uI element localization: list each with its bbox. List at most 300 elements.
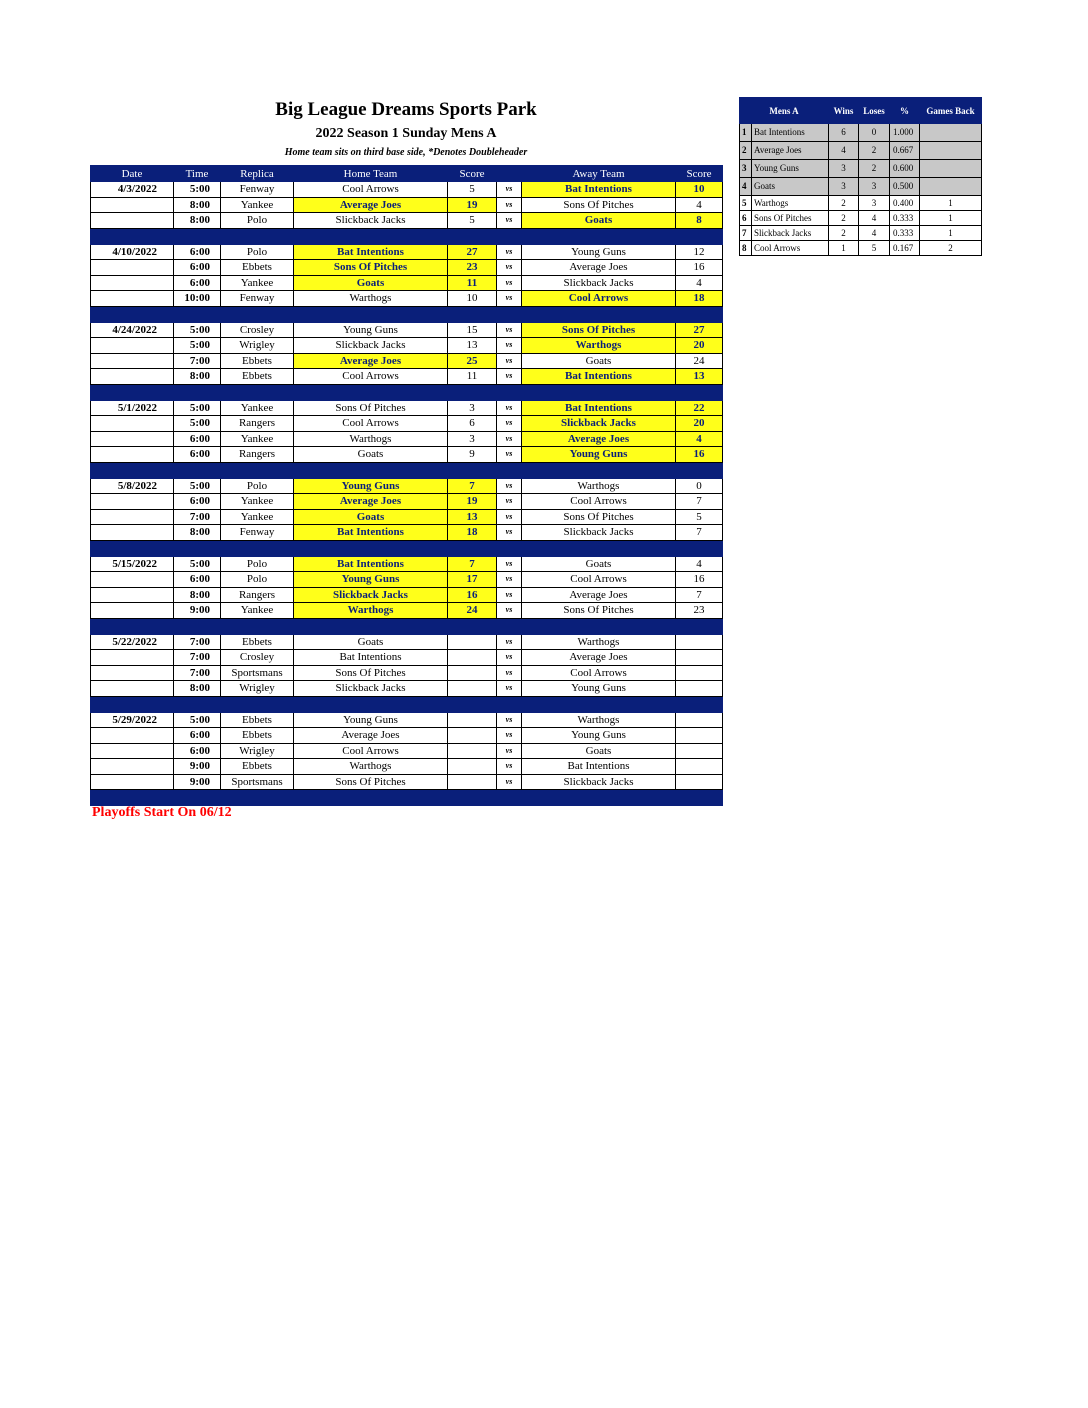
- game-time: 6:00: [174, 494, 221, 510]
- game-date: [91, 587, 174, 603]
- home-score: 3: [448, 400, 497, 416]
- away-team: Slickback Jacks: [522, 275, 676, 291]
- standings-row: [740, 178, 982, 196]
- game-time: 6:00: [174, 244, 221, 260]
- game-row: [91, 182, 723, 198]
- away-score: [676, 634, 723, 650]
- game-time: 9:00: [174, 759, 221, 775]
- schedule-header-row: [91, 166, 723, 182]
- away-team: Warthogs: [522, 634, 676, 650]
- game-time: 6:00: [174, 572, 221, 588]
- standing-pct: 0.333: [890, 211, 920, 226]
- game-time: 8:00: [174, 525, 221, 541]
- home-team: Young Guns: [294, 712, 448, 728]
- home-team: Cool Arrows: [294, 369, 448, 385]
- away-team: Young Guns: [522, 447, 676, 463]
- home-score: [448, 774, 497, 790]
- away-score: 10: [676, 182, 723, 198]
- separator-cell: [676, 618, 723, 634]
- game-date: [91, 774, 174, 790]
- home-score: [448, 759, 497, 775]
- away-team: Bat Intentions: [522, 369, 676, 385]
- separator-cell: [294, 618, 448, 634]
- away-score: 16: [676, 260, 723, 276]
- home-team: Sons Of Pitches: [294, 260, 448, 276]
- game-date: [91, 369, 174, 385]
- game-date: [91, 197, 174, 213]
- vs-label: vs: [497, 712, 522, 728]
- game-date: 4/24/2022: [91, 322, 174, 338]
- game-date: [91, 494, 174, 510]
- game-date: [91, 260, 174, 276]
- standing-team: Goats: [752, 178, 829, 196]
- away-team: Young Guns: [522, 728, 676, 744]
- game-date: [91, 353, 174, 369]
- away-team: Cool Arrows: [522, 291, 676, 307]
- away-team: Slickback Jacks: [522, 774, 676, 790]
- away-score: 8: [676, 213, 723, 229]
- separator-cell: [522, 384, 676, 400]
- vs-label: vs: [497, 431, 522, 447]
- game-date: [91, 728, 174, 744]
- standings-row: [740, 142, 982, 160]
- away-team: Warthogs: [522, 712, 676, 728]
- away-team: Goats: [522, 556, 676, 572]
- game-row: [91, 572, 723, 588]
- game-row: [91, 322, 723, 338]
- game-replica: Yankee: [221, 275, 294, 291]
- game-row: [91, 338, 723, 354]
- game-row: [91, 650, 723, 666]
- standings-row: [740, 124, 982, 142]
- away-team: Bat Intentions: [522, 182, 676, 198]
- standing-loses: 0: [859, 124, 890, 142]
- home-team-note: Home team sits on third base side, *Denotes Doubleheader: [284, 147, 528, 158]
- away-team: Goats: [522, 743, 676, 759]
- away-team: Average Joes: [522, 650, 676, 666]
- game-row: [91, 556, 723, 572]
- separator-cell: [448, 306, 497, 322]
- game-replica: Yankee: [221, 431, 294, 447]
- away-score: [676, 743, 723, 759]
- home-team: Goats: [294, 634, 448, 650]
- home-team: Cool Arrows: [294, 743, 448, 759]
- vs-label: vs: [497, 681, 522, 697]
- page-title: Big League Dreams Sports Park: [275, 99, 537, 120]
- home-score: 19: [448, 494, 497, 510]
- game-replica: Ebbets: [221, 260, 294, 276]
- away-score: [676, 665, 723, 681]
- separator-cell: [497, 306, 522, 322]
- game-replica: Polo: [221, 556, 294, 572]
- vs-label: vs: [497, 275, 522, 291]
- game-date: [91, 525, 174, 541]
- game-time: 8:00: [174, 369, 221, 385]
- separator-cell: [91, 462, 174, 478]
- game-replica: Polo: [221, 478, 294, 494]
- separator-cell: [221, 790, 294, 806]
- separator-cell: [448, 540, 497, 556]
- week-separator: [91, 228, 723, 244]
- standings-header-row: [740, 98, 982, 124]
- standing-team: Cool Arrows: [752, 241, 829, 256]
- separator-cell: [294, 696, 448, 712]
- away-team: Goats: [522, 353, 676, 369]
- separator-cell: [497, 384, 522, 400]
- game-date: [91, 213, 174, 229]
- game-time: 8:00: [174, 197, 221, 213]
- home-team: Warthogs: [294, 759, 448, 775]
- standings-header-pct: %: [890, 98, 920, 124]
- separator-cell: [221, 462, 294, 478]
- home-team: Young Guns: [294, 478, 448, 494]
- vs-label: vs: [497, 650, 522, 666]
- game-time: 5:00: [174, 556, 221, 572]
- standing-rank: 8: [740, 241, 752, 256]
- standings-header-division: Mens A: [740, 98, 829, 124]
- standings-table: [739, 97, 982, 256]
- away-team: Average Joes: [522, 260, 676, 276]
- home-team: Sons Of Pitches: [294, 665, 448, 681]
- away-team: Bat Intentions: [522, 400, 676, 416]
- vs-label: vs: [497, 743, 522, 759]
- separator-cell: [91, 540, 174, 556]
- game-row: [91, 369, 723, 385]
- vs-label: vs: [497, 213, 522, 229]
- game-time: 6:00: [174, 743, 221, 759]
- week-separator: [91, 790, 723, 806]
- standings-header-loses: Loses: [859, 98, 890, 124]
- game-time: 5:00: [174, 182, 221, 198]
- standing-pct: 0.333: [890, 226, 920, 241]
- game-date: 5/1/2022: [91, 400, 174, 416]
- home-score: [448, 650, 497, 666]
- standing-team: Young Guns: [752, 160, 829, 178]
- separator-cell: [174, 306, 221, 322]
- separator-cell: [522, 696, 676, 712]
- standing-team: Average Joes: [752, 142, 829, 160]
- separator-cell: [91, 618, 174, 634]
- home-score: 9: [448, 447, 497, 463]
- vs-label: vs: [497, 400, 522, 416]
- vs-label: vs: [497, 338, 522, 354]
- standing-rank: 2: [740, 142, 752, 160]
- standing-loses: 3: [859, 196, 890, 211]
- game-date: [91, 650, 174, 666]
- home-team: Sons Of Pitches: [294, 774, 448, 790]
- game-replica: Yankee: [221, 509, 294, 525]
- game-row: [91, 197, 723, 213]
- game-row: [91, 291, 723, 307]
- separator-cell: [448, 384, 497, 400]
- standing-wins: 1: [829, 241, 859, 256]
- away-score: [676, 650, 723, 666]
- separator-cell: [676, 228, 723, 244]
- game-date: [91, 681, 174, 697]
- game-row: [91, 743, 723, 759]
- away-team: Young Guns: [522, 681, 676, 697]
- game-date: [91, 743, 174, 759]
- away-score: 27: [676, 322, 723, 338]
- vs-label: vs: [497, 728, 522, 744]
- away-score: 4: [676, 556, 723, 572]
- standing-team: Slickback Jacks: [752, 226, 829, 241]
- separator-cell: [91, 228, 174, 244]
- away-score: 0: [676, 478, 723, 494]
- separator-cell: [676, 540, 723, 556]
- header-date: Date: [91, 166, 174, 182]
- away-score: [676, 728, 723, 744]
- away-score: 5: [676, 509, 723, 525]
- away-score: 12: [676, 244, 723, 260]
- away-score: 23: [676, 603, 723, 619]
- separator-cell: [448, 696, 497, 712]
- game-replica: Polo: [221, 244, 294, 260]
- game-row: [91, 509, 723, 525]
- separator-cell: [294, 540, 448, 556]
- game-replica: Wrigley: [221, 743, 294, 759]
- separator-cell: [294, 228, 448, 244]
- standing-team: Bat Intentions: [752, 124, 829, 142]
- standing-games-back: [920, 178, 982, 196]
- away-team: Cool Arrows: [522, 665, 676, 681]
- vs-label: vs: [497, 665, 522, 681]
- game-replica: Polo: [221, 213, 294, 229]
- separator-cell: [91, 384, 174, 400]
- home-team: Sons Of Pitches: [294, 400, 448, 416]
- separator-cell: [497, 696, 522, 712]
- vs-label: vs: [497, 774, 522, 790]
- game-replica: Yankee: [221, 494, 294, 510]
- home-team: Young Guns: [294, 572, 448, 588]
- separator-cell: [522, 306, 676, 322]
- vs-label: vs: [497, 244, 522, 260]
- standing-rank: 6: [740, 211, 752, 226]
- header-home-score: Score: [448, 166, 497, 182]
- game-row: [91, 416, 723, 432]
- game-date: 5/29/2022: [91, 712, 174, 728]
- standing-games-back: 1: [920, 211, 982, 226]
- home-team: Bat Intentions: [294, 525, 448, 541]
- game-row: [91, 400, 723, 416]
- separator-cell: [174, 462, 221, 478]
- header-time: Time: [174, 166, 221, 182]
- game-row: [91, 681, 723, 697]
- game-replica: Ebbets: [221, 369, 294, 385]
- separator-cell: [221, 696, 294, 712]
- vs-label: vs: [497, 369, 522, 385]
- vs-label: vs: [497, 525, 522, 541]
- game-time: 5:00: [174, 478, 221, 494]
- home-score: 10: [448, 291, 497, 307]
- separator-cell: [91, 696, 174, 712]
- game-replica: Fenway: [221, 182, 294, 198]
- home-score: 3: [448, 431, 497, 447]
- game-date: 5/15/2022: [91, 556, 174, 572]
- game-time: 5:00: [174, 712, 221, 728]
- game-replica: Rangers: [221, 447, 294, 463]
- game-time: 6:00: [174, 431, 221, 447]
- separator-cell: [497, 462, 522, 478]
- home-score: 13: [448, 338, 497, 354]
- home-score: 11: [448, 369, 497, 385]
- game-replica: Ebbets: [221, 634, 294, 650]
- away-score: 13: [676, 369, 723, 385]
- game-time: 10:00: [174, 291, 221, 307]
- separator-cell: [448, 462, 497, 478]
- game-date: 4/10/2022: [91, 244, 174, 260]
- game-date: 4/3/2022: [91, 182, 174, 198]
- away-score: 4: [676, 275, 723, 291]
- standing-games-back: [920, 142, 982, 160]
- game-replica: Ebbets: [221, 759, 294, 775]
- separator-cell: [676, 696, 723, 712]
- game-date: [91, 431, 174, 447]
- game-time: 5:00: [174, 338, 221, 354]
- separator-cell: [91, 306, 174, 322]
- standing-loses: 3: [859, 178, 890, 196]
- standing-games-back: 2: [920, 241, 982, 256]
- away-score: 4: [676, 197, 723, 213]
- standing-rank: 3: [740, 160, 752, 178]
- standings-row: [740, 160, 982, 178]
- standing-pct: 0.600: [890, 160, 920, 178]
- game-date: 5/22/2022: [91, 634, 174, 650]
- game-row: [91, 712, 723, 728]
- game-row: [91, 603, 723, 619]
- game-row: [91, 478, 723, 494]
- away-score: 7: [676, 525, 723, 541]
- game-replica: Fenway: [221, 291, 294, 307]
- home-team: Average Joes: [294, 494, 448, 510]
- game-time: 5:00: [174, 322, 221, 338]
- game-date: [91, 291, 174, 307]
- vs-label: vs: [497, 494, 522, 510]
- away-team: Sons Of Pitches: [522, 603, 676, 619]
- away-score: 20: [676, 338, 723, 354]
- game-row: [91, 447, 723, 463]
- away-team: Cool Arrows: [522, 572, 676, 588]
- home-score: [448, 681, 497, 697]
- game-date: 5/8/2022: [91, 478, 174, 494]
- home-team: Slickback Jacks: [294, 338, 448, 354]
- away-score: 7: [676, 587, 723, 603]
- schedule-body: [91, 182, 723, 806]
- game-date: [91, 665, 174, 681]
- standing-rank: 1: [740, 124, 752, 142]
- home-score: 13: [448, 509, 497, 525]
- header-vs: [497, 166, 522, 182]
- standing-pct: 1.000: [890, 124, 920, 142]
- game-replica: Crosley: [221, 322, 294, 338]
- home-team: Slickback Jacks: [294, 681, 448, 697]
- game-replica: Yankee: [221, 197, 294, 213]
- home-team: Goats: [294, 275, 448, 291]
- home-score: 18: [448, 525, 497, 541]
- standings-header-wins: Wins: [829, 98, 859, 124]
- game-replica: Polo: [221, 572, 294, 588]
- home-score: 24: [448, 603, 497, 619]
- vs-label: vs: [497, 416, 522, 432]
- game-time: 6:00: [174, 275, 221, 291]
- game-date: [91, 275, 174, 291]
- game-time: 5:00: [174, 400, 221, 416]
- standing-team: Sons Of Pitches: [752, 211, 829, 226]
- home-score: [448, 743, 497, 759]
- home-score: 5: [448, 182, 497, 198]
- home-team: Average Joes: [294, 197, 448, 213]
- away-team: Young Guns: [522, 244, 676, 260]
- game-time: 6:00: [174, 260, 221, 276]
- game-replica: Wrigley: [221, 681, 294, 697]
- separator-cell: [294, 790, 448, 806]
- standing-loses: 4: [859, 211, 890, 226]
- game-time: 6:00: [174, 728, 221, 744]
- game-row: [91, 665, 723, 681]
- separator-cell: [174, 384, 221, 400]
- game-date: [91, 447, 174, 463]
- game-replica: Yankee: [221, 603, 294, 619]
- standing-pct: 0.667: [890, 142, 920, 160]
- week-separator: [91, 462, 723, 478]
- home-team: Average Joes: [294, 353, 448, 369]
- standing-wins: 2: [829, 226, 859, 241]
- separator-cell: [676, 384, 723, 400]
- game-time: 5:00: [174, 416, 221, 432]
- away-score: [676, 712, 723, 728]
- standing-pct: 0.500: [890, 178, 920, 196]
- separator-cell: [91, 790, 174, 806]
- game-replica: Ebbets: [221, 353, 294, 369]
- home-team: Warthogs: [294, 431, 448, 447]
- home-score: 17: [448, 572, 497, 588]
- home-score: [448, 712, 497, 728]
- game-time: 7:00: [174, 353, 221, 369]
- game-replica: Rangers: [221, 587, 294, 603]
- game-date: [91, 416, 174, 432]
- away-score: 22: [676, 400, 723, 416]
- separator-cell: [522, 462, 676, 478]
- standing-team: Warthogs: [752, 196, 829, 211]
- home-score: 7: [448, 556, 497, 572]
- vs-label: vs: [497, 260, 522, 276]
- home-score: [448, 728, 497, 744]
- home-team: Average Joes: [294, 728, 448, 744]
- separator-cell: [221, 384, 294, 400]
- separator-cell: [448, 228, 497, 244]
- standing-games-back: [920, 160, 982, 178]
- home-score: 25: [448, 353, 497, 369]
- standing-rank: 5: [740, 196, 752, 211]
- home-team: Bat Intentions: [294, 244, 448, 260]
- away-score: 18: [676, 291, 723, 307]
- home-score: [448, 665, 497, 681]
- standing-pct: 0.167: [890, 241, 920, 256]
- home-score: [448, 634, 497, 650]
- standing-wins: 3: [829, 160, 859, 178]
- separator-cell: [174, 696, 221, 712]
- home-score: 19: [448, 197, 497, 213]
- week-separator: [91, 696, 723, 712]
- home-team: Warthogs: [294, 603, 448, 619]
- separator-cell: [294, 306, 448, 322]
- vs-label: vs: [497, 603, 522, 619]
- home-score: 16: [448, 587, 497, 603]
- game-row: [91, 353, 723, 369]
- game-time: 7:00: [174, 634, 221, 650]
- standing-games-back: 1: [920, 226, 982, 241]
- game-replica: Fenway: [221, 525, 294, 541]
